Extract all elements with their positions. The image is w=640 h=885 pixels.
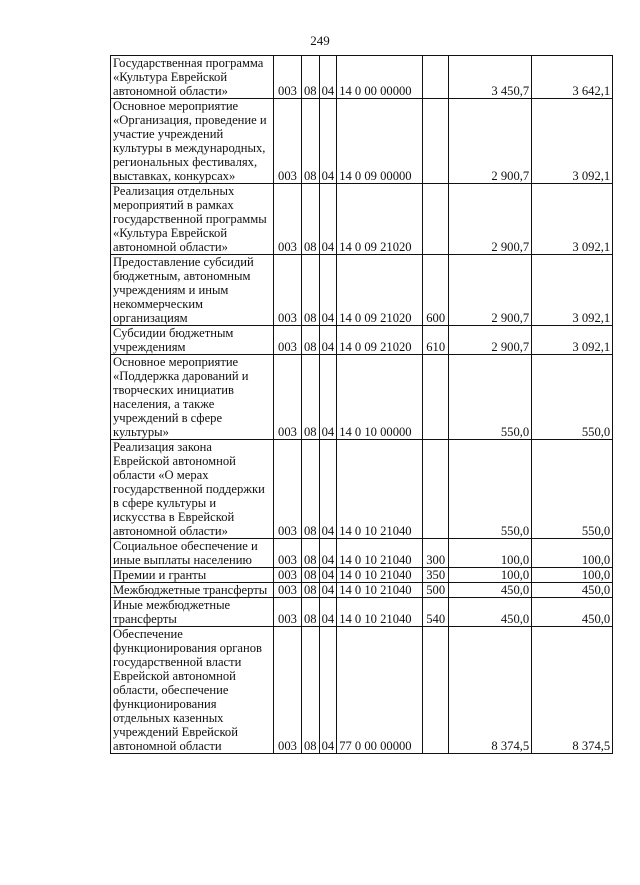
amount-year2-cell: 100,0 xyxy=(532,568,613,583)
amount-year2-cell: 3 092,1 xyxy=(532,184,613,255)
item-name-line: культуры в международных, xyxy=(113,141,266,155)
item-name-line: «Культура Еврейской xyxy=(113,70,228,84)
item-name-line: автономной области» xyxy=(113,84,228,98)
expense-type-cell xyxy=(423,56,449,99)
subsection-code-cell: 04 xyxy=(319,355,337,440)
gr-code-cell: 003 xyxy=(274,184,302,255)
expense-type-cell xyxy=(423,627,449,754)
item-name-line: «Организация, проведение и xyxy=(113,113,267,127)
budget-table-body xyxy=(111,56,613,754)
amount-year1-cell: 450,0 xyxy=(449,583,532,598)
table-row xyxy=(111,355,613,440)
expense-type-cell: 540 xyxy=(423,598,449,627)
item-name-cell xyxy=(111,627,274,754)
item-name-line: искусства в Еврейской xyxy=(113,510,235,524)
section-code-cell: 08 xyxy=(302,583,320,598)
item-name-cell xyxy=(111,99,274,184)
item-name-cell xyxy=(111,184,274,255)
amount-year1-cell: 3 450,7 xyxy=(449,56,532,99)
amount-year1-cell: 550,0 xyxy=(449,440,532,539)
amount-year1-cell: 2 900,7 xyxy=(449,326,532,355)
item-name-line: Основное мероприятие xyxy=(113,99,239,113)
item-name-line: функционирования xyxy=(113,697,217,711)
item-name-line: Предоставление субсидий xyxy=(113,255,254,269)
item-name-line: государственной власти xyxy=(113,655,242,669)
item-name-line: мероприятий в рамках xyxy=(113,198,234,212)
item-name-line: культуры» xyxy=(113,425,169,439)
amount-year2-cell: 3 092,1 xyxy=(532,326,613,355)
gr-code-cell: 003 xyxy=(274,56,302,99)
item-name-cell xyxy=(111,440,274,539)
table-row xyxy=(111,539,613,568)
target-article-cell: 14 0 10 21040 xyxy=(337,598,423,627)
table-row xyxy=(111,598,613,627)
table-row xyxy=(111,440,613,539)
table-row xyxy=(111,627,613,754)
item-name-line: бюджетным, автономным xyxy=(113,269,251,283)
amount-year2-cell: 450,0 xyxy=(532,583,613,598)
target-article-cell: 14 0 10 21040 xyxy=(337,440,423,539)
table-row xyxy=(111,326,613,355)
item-name-cell xyxy=(111,568,274,583)
amount-year2-cell: 8 374,5 xyxy=(532,627,613,754)
expense-type-cell: 610 xyxy=(423,326,449,355)
expense-type-cell xyxy=(423,440,449,539)
amount-year2-cell: 3 092,1 xyxy=(532,255,613,326)
amount-year2-cell: 3 642,1 xyxy=(532,56,613,99)
expense-type-cell: 500 xyxy=(423,583,449,598)
amount-year2-cell: 550,0 xyxy=(532,355,613,440)
item-name-line: Государственная программа xyxy=(113,56,264,70)
item-name-line: выставках, конкурсах» xyxy=(113,169,236,183)
item-name-cell xyxy=(111,326,274,355)
item-name-line: организациям xyxy=(113,311,188,325)
gr-code-cell: 003 xyxy=(274,568,302,583)
target-article-cell: 14 0 09 21020 xyxy=(337,255,423,326)
item-name-line: «Культура Еврейской xyxy=(113,226,228,240)
item-name-line: отдельных казенных xyxy=(113,711,224,725)
subsection-code-cell: 04 xyxy=(319,598,337,627)
section-code-cell: 08 xyxy=(302,184,320,255)
expense-type-cell: 350 xyxy=(423,568,449,583)
gr-code-cell: 003 xyxy=(274,539,302,568)
budget-table xyxy=(110,55,613,754)
amount-year1-cell: 550,0 xyxy=(449,355,532,440)
gr-code-cell: 003 xyxy=(274,627,302,754)
item-name-line: «Поддержка дарований и xyxy=(113,369,249,383)
item-name-line: автономной области xyxy=(113,739,222,753)
table-row xyxy=(111,99,613,184)
item-name-line: области «О мерах xyxy=(113,468,209,482)
table-row xyxy=(111,56,613,99)
subsection-code-cell: 04 xyxy=(319,56,337,99)
table-row xyxy=(111,568,613,583)
item-name-line: учреждений Еврейской xyxy=(113,725,238,739)
subsection-code-cell: 04 xyxy=(319,627,337,754)
item-name-line: творческих инициатив xyxy=(113,383,234,397)
expense-type-cell xyxy=(423,184,449,255)
amount-year1-cell: 8 374,5 xyxy=(449,627,532,754)
section-code-cell: 08 xyxy=(302,539,320,568)
gr-code-cell: 003 xyxy=(274,583,302,598)
target-article-cell: 14 0 10 21040 xyxy=(337,539,423,568)
subsection-code-cell: 04 xyxy=(319,255,337,326)
item-name-line: Реализация отдельных xyxy=(113,184,235,198)
item-name-line: иные выплаты населению xyxy=(113,553,252,567)
item-name-line: участие учреждений xyxy=(113,127,224,141)
item-name-line: трансферты xyxy=(113,612,177,626)
section-code-cell: 08 xyxy=(302,568,320,583)
item-name-line: Основное мероприятие xyxy=(113,355,239,369)
subsection-code-cell: 04 xyxy=(319,184,337,255)
item-name-line: Еврейской автономной xyxy=(113,669,236,683)
section-code-cell: 08 xyxy=(302,56,320,99)
subsection-code-cell: 04 xyxy=(319,326,337,355)
target-article-cell: 14 0 09 21020 xyxy=(337,184,423,255)
section-code-cell: 08 xyxy=(302,99,320,184)
amount-year1-cell: 2 900,7 xyxy=(449,255,532,326)
item-name-cell xyxy=(111,539,274,568)
item-name-line: Обеспечение xyxy=(113,627,183,641)
expense-type-cell: 600 xyxy=(423,255,449,326)
subsection-code-cell: 04 xyxy=(319,539,337,568)
table-row xyxy=(111,255,613,326)
item-name-line: автономной области» xyxy=(113,240,228,254)
table-row xyxy=(111,184,613,255)
section-code-cell: 08 xyxy=(302,326,320,355)
expense-type-cell xyxy=(423,355,449,440)
item-name-line: автономной области» xyxy=(113,524,228,538)
item-name-cell xyxy=(111,583,274,598)
item-name-line: Межбюджетные трансферты xyxy=(113,583,268,597)
amount-year1-cell: 2 900,7 xyxy=(449,99,532,184)
item-name-line: государственной поддержки xyxy=(113,482,265,496)
item-name-line: в сфере культуры и xyxy=(113,496,217,510)
item-name-line: учреждениям и иным xyxy=(113,283,229,297)
item-name-cell xyxy=(111,56,274,99)
item-name-line: региональных фестивалях, xyxy=(113,155,258,169)
item-name-line: учреждений в сфере xyxy=(113,411,223,425)
item-name-line: некоммерческим xyxy=(113,297,204,311)
amount-year2-cell: 3 092,1 xyxy=(532,99,613,184)
amount-year1-cell: 450,0 xyxy=(449,598,532,627)
table-row xyxy=(111,583,613,598)
item-name-line: Реализация закона xyxy=(113,440,212,454)
subsection-code-cell: 04 xyxy=(319,568,337,583)
section-code-cell: 08 xyxy=(302,598,320,627)
page-number: 249 xyxy=(310,33,330,48)
expense-type-cell: 300 xyxy=(423,539,449,568)
target-article-cell: 14 0 00 00000 xyxy=(337,56,423,99)
expense-type-cell xyxy=(423,99,449,184)
item-name-line: Еврейской автономной xyxy=(113,454,236,468)
item-name-line: области, обеспечение xyxy=(113,683,229,697)
gr-code-cell: 003 xyxy=(274,99,302,184)
item-name-line: Социальное обеспечение и xyxy=(113,539,258,553)
target-article-cell: 14 0 09 21020 xyxy=(337,326,423,355)
item-name-cell xyxy=(111,355,274,440)
subsection-code-cell: 04 xyxy=(319,99,337,184)
item-name-line: населения, а также xyxy=(113,397,215,411)
amount-year1-cell: 100,0 xyxy=(449,539,532,568)
target-article-cell: 14 0 10 21040 xyxy=(337,568,423,583)
amount-year2-cell: 450,0 xyxy=(532,598,613,627)
item-name-line: учреждениям xyxy=(113,340,186,354)
section-code-cell: 08 xyxy=(302,627,320,754)
gr-code-cell: 003 xyxy=(274,355,302,440)
gr-code-cell: 003 xyxy=(274,255,302,326)
section-code-cell: 08 xyxy=(302,355,320,440)
target-article-cell: 77 0 00 00000 xyxy=(337,627,423,754)
target-article-cell: 14 0 10 21040 xyxy=(337,583,423,598)
target-article-cell: 14 0 09 00000 xyxy=(337,99,423,184)
section-code-cell: 08 xyxy=(302,255,320,326)
target-article-cell: 14 0 10 00000 xyxy=(337,355,423,440)
amount-year1-cell: 2 900,7 xyxy=(449,184,532,255)
item-name-line: Премии и гранты xyxy=(113,568,207,582)
section-code-cell: 08 xyxy=(302,440,320,539)
gr-code-cell: 003 xyxy=(274,598,302,627)
item-name-line: Субсидии бюджетным xyxy=(113,326,234,340)
item-name-line: Иные межбюджетные xyxy=(113,598,231,612)
item-name-line: государственной программы xyxy=(113,212,267,226)
item-name-cell xyxy=(111,255,274,326)
subsection-code-cell: 04 xyxy=(319,440,337,539)
subsection-code-cell: 04 xyxy=(319,583,337,598)
gr-code-cell: 003 xyxy=(274,326,302,355)
item-name-cell xyxy=(111,598,274,627)
amount-year1-cell: 100,0 xyxy=(449,568,532,583)
item-name-line: функционирования органов xyxy=(113,641,262,655)
amount-year2-cell: 100,0 xyxy=(532,539,613,568)
amount-year2-cell: 550,0 xyxy=(532,440,613,539)
gr-code-cell: 003 xyxy=(274,440,302,539)
